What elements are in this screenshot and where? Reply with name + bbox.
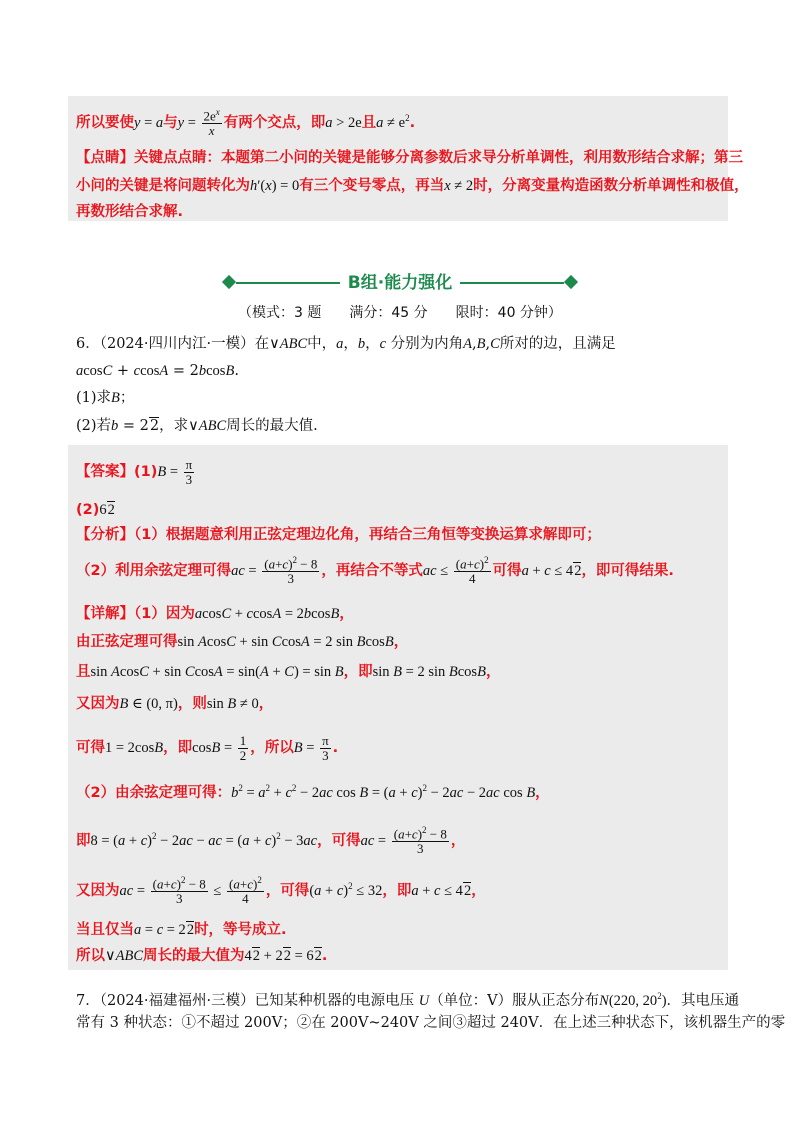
section-subtitle: （模式：3 题 满分：45 分 限时：40 分钟）	[238, 305, 562, 321]
detail-2: 由正弦定理可得sin AcosC + sin CcosA = 2 sin BcosB，	[76, 634, 409, 650]
detail-6: （2）由余弦定理可得：$b^2 = a^2 + c^2 - 2ac$ $\cos B = (a + c)^2 - 2ac - 2ac$ cos B，	[76, 783, 550, 801]
banner-right-diamond-icon	[564, 275, 578, 289]
detail-5: 可得1 = 2cosB，即cosB = $\frac{1}{2}$ ，所以B = $\frac{\pi}{3}$ .	[76, 733, 339, 763]
q6-line-3: (1)求B；	[76, 390, 135, 406]
q6-line-4: (2)若b = 22，求∨ABC周长的最大值.	[76, 418, 318, 434]
top-line-1: 所以要使y = a与y = $\frac{2e^x}{x}$ 有两个交点，即a > 2e且$a \ne e^2$.	[76, 107, 416, 138]
q6-line-1: 6．（2024·四川内江·一模）在∨ABC中，a，b，c 分别为内角A,B,C所对的边，且满足	[76, 336, 616, 352]
detail-8: 又因为ac = $\frac{(a+c)^2 - 8}{3}$ ≤ $\frac{(a+c)^2}{4}$ ，可得$(a + c)^2 \le 32$，即a + c ≤ 42，	[76, 875, 486, 906]
detail-10: 所以∨ABC周长的最大值为42 + 22 = 62.	[76, 948, 328, 964]
top-line-3: 小问的关键是将问题转化为h′(x) = 0有三个变号零点，再当x ≠ 2时，分离变量构造函数分析单调性和极值，	[76, 178, 749, 194]
detail-9: 当且仅当a = c = 22时，等号成立.	[76, 922, 287, 938]
answer-1: 【答案】(1)B = $\frac{\pi}{3}$	[76, 457, 193, 487]
analysis-2: （2）利用余弦定理可得ac = $\frac{(a+c)^2 - 8}{3}$ ，再结合不等式ac ≤ $\frac{(a+c)^2}{4}$ 可得a + c ≤ 42，即可得结果.	[76, 555, 674, 586]
section-title: B组·能力强化	[340, 268, 460, 298]
analysis-1: 【分析】（1）根据题意利用正弦定理边化角，再结合三角恒等变换运算求解即可；	[76, 527, 601, 543]
q6-line-2: acosC + ccosA = 2bcosB.	[76, 363, 239, 379]
detail-1: 【详解】（1）因为acosC + ccosA = 2bcosB，	[76, 606, 354, 622]
top-line-2: 【点睛】关键点点睛：本题第二小问的关键是能够分离参数后求导分析单调性，利用数形结合求解；第三	[76, 150, 743, 166]
q7-line-2: 常有 3 种状态：①不超过 200V；②在 200V~240V 之间③超过 240V．在上述三种状态下，该机器生产的零	[76, 1015, 786, 1031]
detail-7: 即$8 = (a + c)^2 - 2ac$ − ac = $(a + c)^2 - 3ac$，可得ac = $\frac{(a+c)^2 - 8}{3}$ ，	[76, 825, 466, 856]
top-line-4: 再数形结合求解.	[76, 204, 184, 220]
q7-line-1: 7．（2024·福建福州·三模）已知某种机器的电源电压 U（单位：V）服从正态分布N(220, $20^2$)．其电压通	[76, 991, 740, 1009]
answer-2: (2)62	[76, 502, 115, 518]
section-banner	[220, 268, 580, 298]
detail-4: 又因为B ∈ (0, π)，则sin B ≠ 0，	[76, 696, 274, 712]
detail-3: 且sin AcosC + sin CcosA = sin(A + C) = sin B，即sin B = 2 sin BcosB，	[76, 664, 501, 680]
banner-left-diamond-icon	[222, 275, 236, 289]
